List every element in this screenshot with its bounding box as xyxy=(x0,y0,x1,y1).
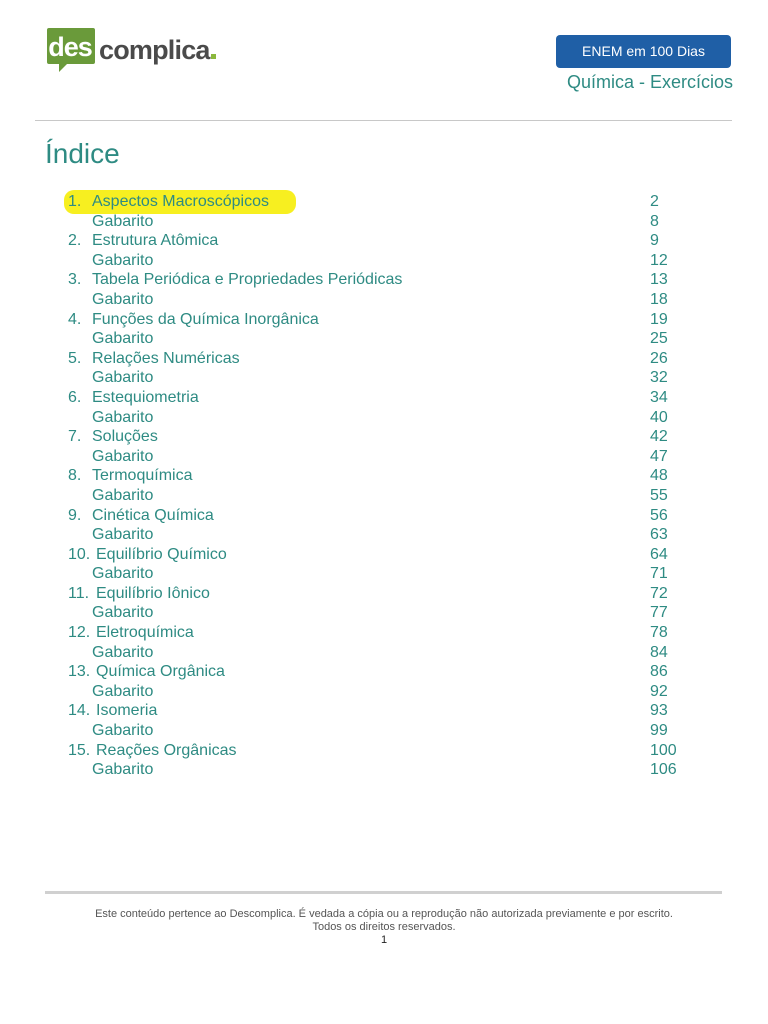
toc-entry-page: 48 xyxy=(650,467,668,485)
toc-entry[interactable] xyxy=(0,662,768,682)
toc-gabarito-page: 106 xyxy=(650,761,677,779)
toc-gabarito-page: 32 xyxy=(650,369,668,387)
toc-gabarito-entry[interactable] xyxy=(0,682,768,702)
toc-entry-page: 93 xyxy=(650,702,668,720)
toc-entry[interactable] xyxy=(0,192,768,212)
toc-entry-label: Termoquímica xyxy=(92,467,193,485)
logo-badge-icon xyxy=(45,26,97,72)
toc-entry-page: 34 xyxy=(650,388,668,406)
toc-entry[interactable] xyxy=(0,506,768,526)
toc-entry-label: Aspectos Macroscópicos xyxy=(92,193,269,210)
toc-gabarito-page: 92 xyxy=(650,682,668,700)
toc-entry-label: Isomeria xyxy=(96,702,158,720)
toc-entry-page: 13 xyxy=(650,271,668,289)
page-title: Índice xyxy=(45,138,120,169)
toc-entry-number: 10. xyxy=(68,545,91,563)
descomplica-logo xyxy=(45,24,216,74)
toc-entry[interactable] xyxy=(0,741,768,761)
toc-gabarito-page: 47 xyxy=(650,447,668,465)
toc-gabarito-entry[interactable] xyxy=(0,329,768,349)
footer-notice xyxy=(0,908,768,934)
toc-entry-page: 42 xyxy=(650,428,668,446)
toc-gabarito-label: Gabarito xyxy=(92,643,154,661)
toc-gabarito-page: 12 xyxy=(650,251,668,269)
toc-gabarito-entry[interactable] xyxy=(0,368,768,388)
footer-divider xyxy=(45,891,722,894)
toc-entry-label: Estrutura Atômica xyxy=(92,232,219,250)
toc-gabarito-entry[interactable] xyxy=(0,290,768,310)
toc-entry[interactable] xyxy=(0,388,768,408)
toc-entry[interactable] xyxy=(0,701,768,721)
toc-entry-number: 5. xyxy=(68,349,82,367)
toc-gabarito-page: 77 xyxy=(650,604,668,622)
toc-entry[interactable] xyxy=(0,545,768,565)
toc-entry-label: Tabela Periódica e Propriedades Periódicas xyxy=(92,271,403,289)
toc-entry[interactable] xyxy=(0,231,768,251)
toc-entry-number: 15. xyxy=(68,741,91,759)
toc-entry-page: 86 xyxy=(650,663,668,681)
toc-gabarito-entry[interactable] xyxy=(0,212,768,232)
toc-entry[interactable] xyxy=(0,349,768,369)
toc-entry-label: Relações Numéricas xyxy=(92,349,240,367)
footer-rights-line: Todos os direitos reservados. xyxy=(312,921,456,933)
toc-gabarito-page: 18 xyxy=(650,290,668,308)
toc-gabarito-label: Gabarito xyxy=(92,447,154,465)
toc-gabarito-label: Gabarito xyxy=(92,330,154,348)
toc-gabarito-label: Gabarito xyxy=(92,408,154,426)
toc-entry-number: 2. xyxy=(68,232,82,250)
toc-entry[interactable] xyxy=(0,310,768,330)
toc-gabarito-label: Gabarito xyxy=(92,565,154,583)
toc-entry-number: 8. xyxy=(68,467,82,485)
toc-entry-label: Equilíbrio Iônico xyxy=(96,584,210,602)
toc-gabarito-label: Gabarito xyxy=(92,486,154,504)
toc-entry-label: Funções da Química Inorgânica xyxy=(92,310,319,328)
toc-entry-label: Química Orgânica xyxy=(96,663,225,681)
toc-gabarito-label: Gabarito xyxy=(92,761,154,779)
toc-entry-number: 12. xyxy=(68,624,91,642)
toc-entry-label: Equilíbrio Químico xyxy=(96,545,227,563)
footer-copyright-line: Este conteúdo pertence ao Descomplica. É vedada a cópia ou a reprodução não autorizada previamente e por escrito. xyxy=(95,908,673,920)
logo-text-complica: complica xyxy=(99,35,216,65)
toc-gabarito-entry[interactable] xyxy=(0,251,768,271)
toc-entry-number: 1. xyxy=(68,193,82,210)
toc-entry[interactable] xyxy=(0,466,768,486)
toc-entry-label: Eletroquímica xyxy=(96,624,194,642)
toc-entry-page: 64 xyxy=(650,545,668,563)
toc-gabarito-page: 84 xyxy=(650,643,668,661)
toc-entry-page: 100 xyxy=(650,741,677,759)
toc-entry-page: 78 xyxy=(650,624,668,642)
header-divider xyxy=(35,120,732,121)
toc-entry-page: 19 xyxy=(650,310,668,328)
toc-gabarito-entry[interactable] xyxy=(0,525,768,545)
toc-gabarito-entry[interactable] xyxy=(0,408,768,428)
toc-gabarito-page: 99 xyxy=(650,722,668,740)
toc-entry[interactable] xyxy=(0,427,768,447)
toc-entry-number: 4. xyxy=(68,310,82,328)
toc-gabarito-label: Gabarito xyxy=(92,369,154,387)
toc-gabarito-entry[interactable] xyxy=(0,564,768,584)
toc-gabarito-entry[interactable] xyxy=(0,760,768,780)
toc-entry-page: 26 xyxy=(650,349,668,367)
subject-title: Química - Exercícios xyxy=(566,72,733,92)
logo-dot-icon xyxy=(211,54,216,59)
toc-entry-label: Reações Orgânicas xyxy=(96,741,237,759)
toc-entry-page: 56 xyxy=(650,506,668,524)
toc-entry-label: Estequiometria xyxy=(92,388,199,406)
toc-entry-number: 9. xyxy=(68,506,82,524)
toc-gabarito-entry[interactable] xyxy=(0,721,768,741)
toc-entry[interactable] xyxy=(0,270,768,290)
toc-gabarito-entry[interactable] xyxy=(0,486,768,506)
page-number: 1 xyxy=(380,934,388,946)
toc-entry-page: 2 xyxy=(650,193,659,210)
toc-entry[interactable] xyxy=(0,584,768,604)
toc-entry-number: 11. xyxy=(68,584,90,602)
toc-gabarito-entry[interactable] xyxy=(0,643,768,663)
toc-entry-number: 13. xyxy=(68,663,91,681)
toc-gabarito-entry[interactable] xyxy=(0,603,768,623)
enem-100-dias-badge: ENEM em 100 Dias xyxy=(556,35,731,68)
toc-entry-label: Cinética Química xyxy=(92,506,214,524)
toc-gabarito-label: Gabarito xyxy=(92,526,154,544)
toc-entry-number: 3. xyxy=(68,271,82,289)
toc-gabarito-page: 25 xyxy=(650,330,668,348)
toc-gabarito-label: Gabarito xyxy=(92,290,154,308)
toc-gabarito-label: Gabarito xyxy=(92,604,154,622)
toc-gabarito-label: Gabarito xyxy=(92,682,154,700)
toc-gabarito-entry[interactable] xyxy=(0,447,768,467)
toc-gabarito-page: 63 xyxy=(650,526,668,544)
toc-gabarito-label: Gabarito xyxy=(92,722,154,740)
toc-gabarito-page: 40 xyxy=(650,408,668,426)
toc-gabarito-label: Gabarito xyxy=(92,251,154,269)
table-of-contents xyxy=(0,192,768,780)
logo-text-des: des xyxy=(48,32,92,62)
toc-entry-page: 72 xyxy=(650,584,668,602)
toc-gabarito-page: 55 xyxy=(650,486,668,504)
toc-entry-number: 6. xyxy=(68,388,82,406)
toc-entry-number: 7. xyxy=(68,428,82,446)
toc-entry[interactable] xyxy=(0,623,768,643)
toc-gabarito-label: Gabarito xyxy=(92,212,154,230)
toc-gabarito-page: 8 xyxy=(650,212,659,230)
toc-gabarito-page: 71 xyxy=(650,565,668,583)
toc-entry-label: Soluções xyxy=(92,428,158,446)
toc-entry-number: 14. xyxy=(68,702,91,720)
toc-entry-page: 9 xyxy=(650,232,659,250)
